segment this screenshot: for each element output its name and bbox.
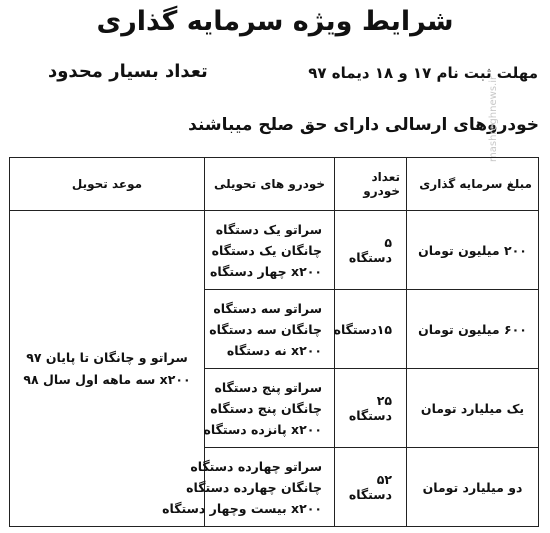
car-line: سراتو یک دستگاه bbox=[215, 221, 322, 237]
car-line: x۲۰۰ پانزده دستگاه bbox=[203, 421, 322, 437]
truce-note: خودروهای ارسالی دارای حق صلح میباشند bbox=[188, 115, 539, 135]
header-count: تعداد خودرو bbox=[335, 158, 407, 211]
table-row bbox=[10, 211, 539, 290]
investment-table bbox=[9, 157, 539, 527]
page-title: شرایط ویژه سرمایه گذاری bbox=[96, 6, 454, 37]
count-cell: ۱۵دستگاه bbox=[335, 290, 407, 369]
header-amount: مبلغ سرمایه گذاری bbox=[407, 158, 539, 211]
watermark: mashreghnews.ir bbox=[488, 75, 499, 162]
limited-count-note: تعداد بسیار محدود bbox=[48, 61, 208, 82]
count-cell: ۵ دستگاه bbox=[335, 211, 407, 290]
car-line: سراتو چهارده دستگاه bbox=[190, 458, 322, 474]
car-line: چانگان سه دستگاه bbox=[209, 321, 322, 337]
table-header-row bbox=[10, 158, 539, 211]
header-delivery: موعد تحویل bbox=[10, 158, 205, 211]
amount-cell: ۲۰۰ میلیون تومان bbox=[407, 211, 539, 290]
amount-cell: یک میلیارد تومان bbox=[407, 369, 539, 448]
delivery-line: سراتو و چانگان تا پایان ۹۷ bbox=[26, 349, 188, 365]
car-line: چانگان یک دستگاه bbox=[211, 242, 322, 258]
delivery-line: x۲۰۰ سه ماهه اول سال ۹۸ bbox=[23, 371, 191, 387]
cars-cell bbox=[162, 448, 335, 527]
car-line: سراتو پنج دستگاه bbox=[214, 379, 322, 395]
count-cell: ۵۲ دستگاه bbox=[335, 448, 407, 527]
cars-cell bbox=[205, 369, 335, 448]
amount-cell: ۶۰۰ میلیون تومان bbox=[407, 290, 539, 369]
car-line: x۲۰۰ چهار دستگاه bbox=[210, 263, 322, 279]
car-line: چانگان چهارده دستگاه bbox=[186, 479, 322, 495]
car-line: x۲۰۰ نه دستگاه bbox=[226, 342, 322, 358]
amount-cell: دو میلیارد تومان bbox=[407, 448, 539, 527]
cars-cell bbox=[205, 290, 335, 369]
car-line: چانگان پنج دستگاه bbox=[210, 400, 322, 416]
car-line: سراتو سه دستگاه bbox=[213, 300, 322, 316]
registration-deadline: مهلت ثبت نام ۱۷ و ۱۸ دیماه ۹۷ bbox=[308, 64, 538, 82]
count-cell: ۲۵ دستگاه bbox=[335, 369, 407, 448]
car-line: x۲۰۰ بیست وچهار دستگاه bbox=[162, 500, 322, 516]
header-cars: خودرو های تحویلی bbox=[205, 158, 335, 211]
cars-cell bbox=[205, 211, 335, 290]
delivery-cell bbox=[10, 211, 205, 527]
